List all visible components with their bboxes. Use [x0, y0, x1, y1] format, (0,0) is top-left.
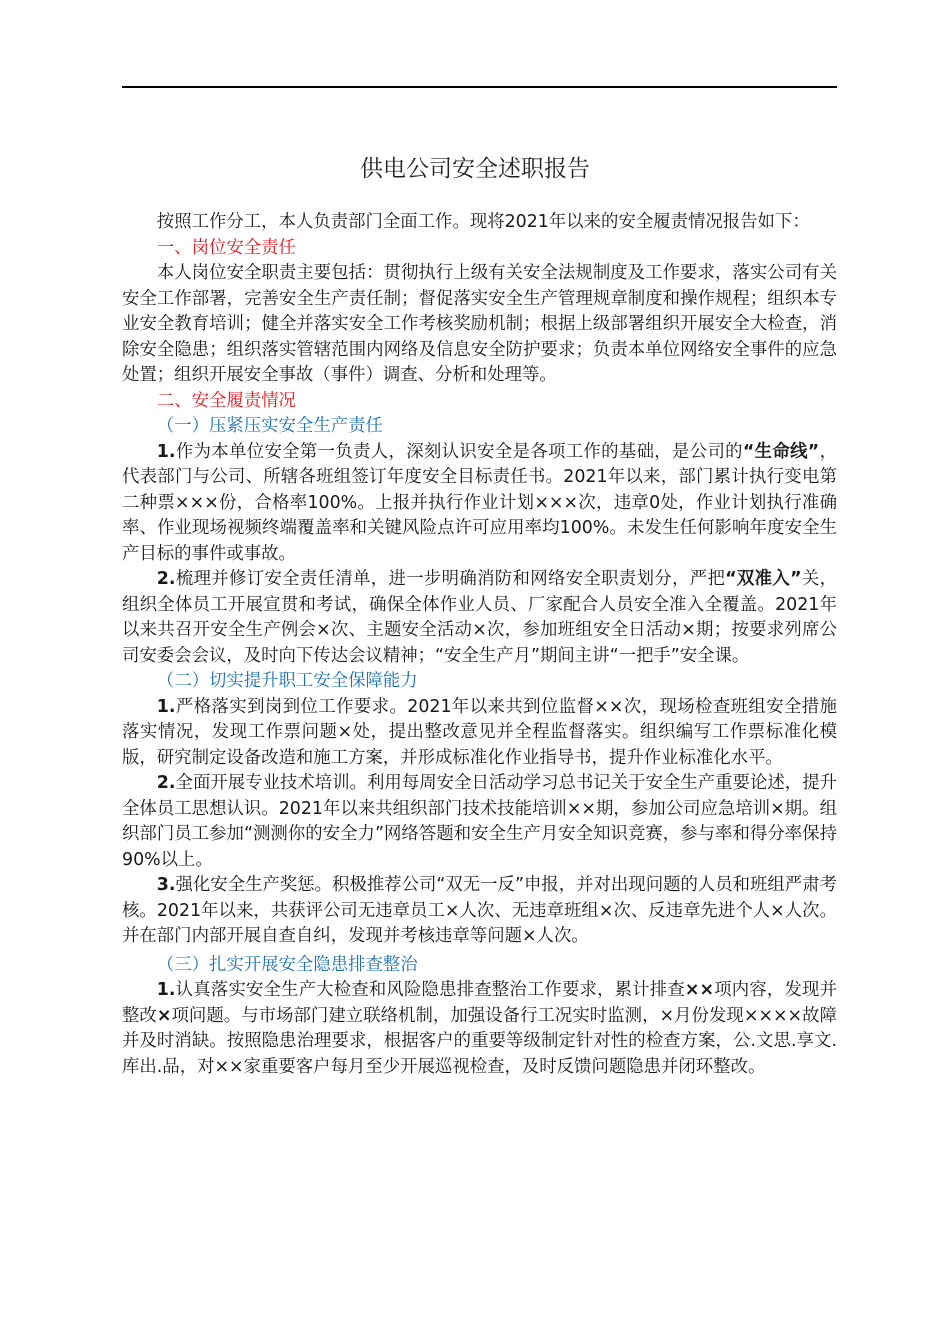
paragraph-text: 强化安全生产奖惩。积极推荐公司“双无一反”申报，并对出现问题的人员和班组严肃考核。2021年以来，共获评公司无违章员工×人次、无违章班组×次、反违章先进个人×人次。并在部门内部开展自查自纠，发现并考核违章等问题×人次。: [122, 875, 837, 946]
item-number: 1.: [156, 441, 176, 462]
paragraph-text: 严格落实到岗到位工作要求。2021年以来共到位监督××次，现场检查班组安全措施落实情况，发现工作票问题×处，提出整改意见并全程监督落实。组织编写工作票标准化模版，研究制定设备改造和施工方案，并形成标准化作业指导书，提升作业标准化水平。: [122, 696, 837, 768]
paragraph-2-2: [122, 771, 837, 873]
paragraph-1-1: [122, 440, 837, 568]
header-rule: [122, 86, 837, 88]
item-number: 1.: [156, 696, 176, 717]
item-number: 2.: [156, 773, 176, 793]
bold-phrase: “双准入”: [725, 569, 802, 589]
section-heading-1: 一、岗位安全责任: [156, 237, 296, 258]
subsection-heading-3: （三）扎实开展安全隐患排查整治: [156, 954, 418, 975]
paragraph-1-2: [122, 567, 837, 669]
item-number: 2.: [156, 569, 176, 589]
item-number: 1.: [156, 980, 176, 1000]
paragraph-text: 关，组织全体员工开展宣贯和考试，确保全体作业人员、厂家配合人员安全准入全覆盖。2021年以来共召开安全生产例会×次、主题安全活动×次，参加班组安全日活动×期；按要求列席公司安委会会议，及时向下传达会议精神；“安全生产月”期间主讲“一把手”安全课。: [122, 569, 837, 666]
subsection-heading-1: （一）压紧压实安全生产责任: [156, 416, 383, 436]
paragraph-text: 项问题。与市场部门建立联络机制，加强设备行工况实时监测，×月份发现××××故障并及时消缺。按照隐患治理要求，根据客户的重要等级制定针对性的检查方案，公.文思.享文.库出.品，对××家重要客户每月至少开展巡视检查，及时反馈问题隐患并闭环整改。: [122, 1005, 837, 1077]
paragraph-2-3: [122, 873, 837, 950]
document-title: 供电公司安全述职报告: [360, 156, 590, 182]
bold-phrase: “生命线”: [742, 441, 820, 462]
paragraph-text: 梳理并修订安全责任清单，进一步明确消防和网络安全职责划分，严把: [175, 569, 726, 589]
paragraph-text: 认真落实安全生产大检查和风险隐患排查整治工作要求，累计排查: [175, 980, 685, 1000]
intro-paragraph: 按照工作分工，本人负责部门全面工作。现将2021年以来的安全履责情况报告如下：: [156, 212, 810, 232]
paragraph-3-1: [122, 978, 837, 1080]
bold-phrase: ××: [684, 980, 715, 1000]
bold-phrase: ×: [156, 1005, 172, 1026]
document-body: [122, 210, 837, 1080]
paragraph-text: 项内容，发现并整改: [122, 980, 837, 1026]
section-heading-2: 二、安全履责情况: [156, 390, 296, 411]
section1-paragraph: 本人岗位安全职责主要包括：贯彻执行上级有关安全法规制度及工作要求，落实公司有关安全工作部署，完善安全生产责任制；督促落实安全生产管理规章制度和操作规程；组织本专业安全教育培训；健全并落实安全工作考核奖励机制；根据上级部署组织开展安全大检查，消除安全隐患；组织落实管辖范围内网络及信息安全防护要求；负责本单位网络安全事件的应急处置；组织开展安全事故（事件）调查、分析和处理等。: [122, 263, 837, 385]
item-number: 3.: [156, 875, 176, 895]
paragraph-text: 作为本单位安全第一负责人，深刻认识安全是各项工作的基础，是公司的: [175, 441, 743, 462]
paragraph-2-1: [122, 695, 837, 772]
paragraph-text: 全面开展专业技术培训。利用每周安全日活动学习总书记关于安全生产重要论述，提升全体员工思想认识。2021年以来共组织部门技术技能培训××期，参加公司应急培训×期。组织部门员工参加“测测你的安全力”网络答题和安全生产月安全知识竞赛，参与率和得分率保持90%以上。: [122, 773, 837, 870]
subsection-heading-2: （二）切实提升职工安全保障能力: [156, 671, 418, 691]
paragraph-text: ，代表部门与公司、所辖各班组签订年度安全目标责任书。2021年以来，部门累计执行变电第二种票×××份，合格率100%。上报并执行作业计划×××次，违章0处，作业计划执行准确率、作业现场视频终端覆盖率和关键风险点许可应用率均100%。未发生任何影响年度安全生产目标的事件或事故。: [122, 441, 837, 564]
